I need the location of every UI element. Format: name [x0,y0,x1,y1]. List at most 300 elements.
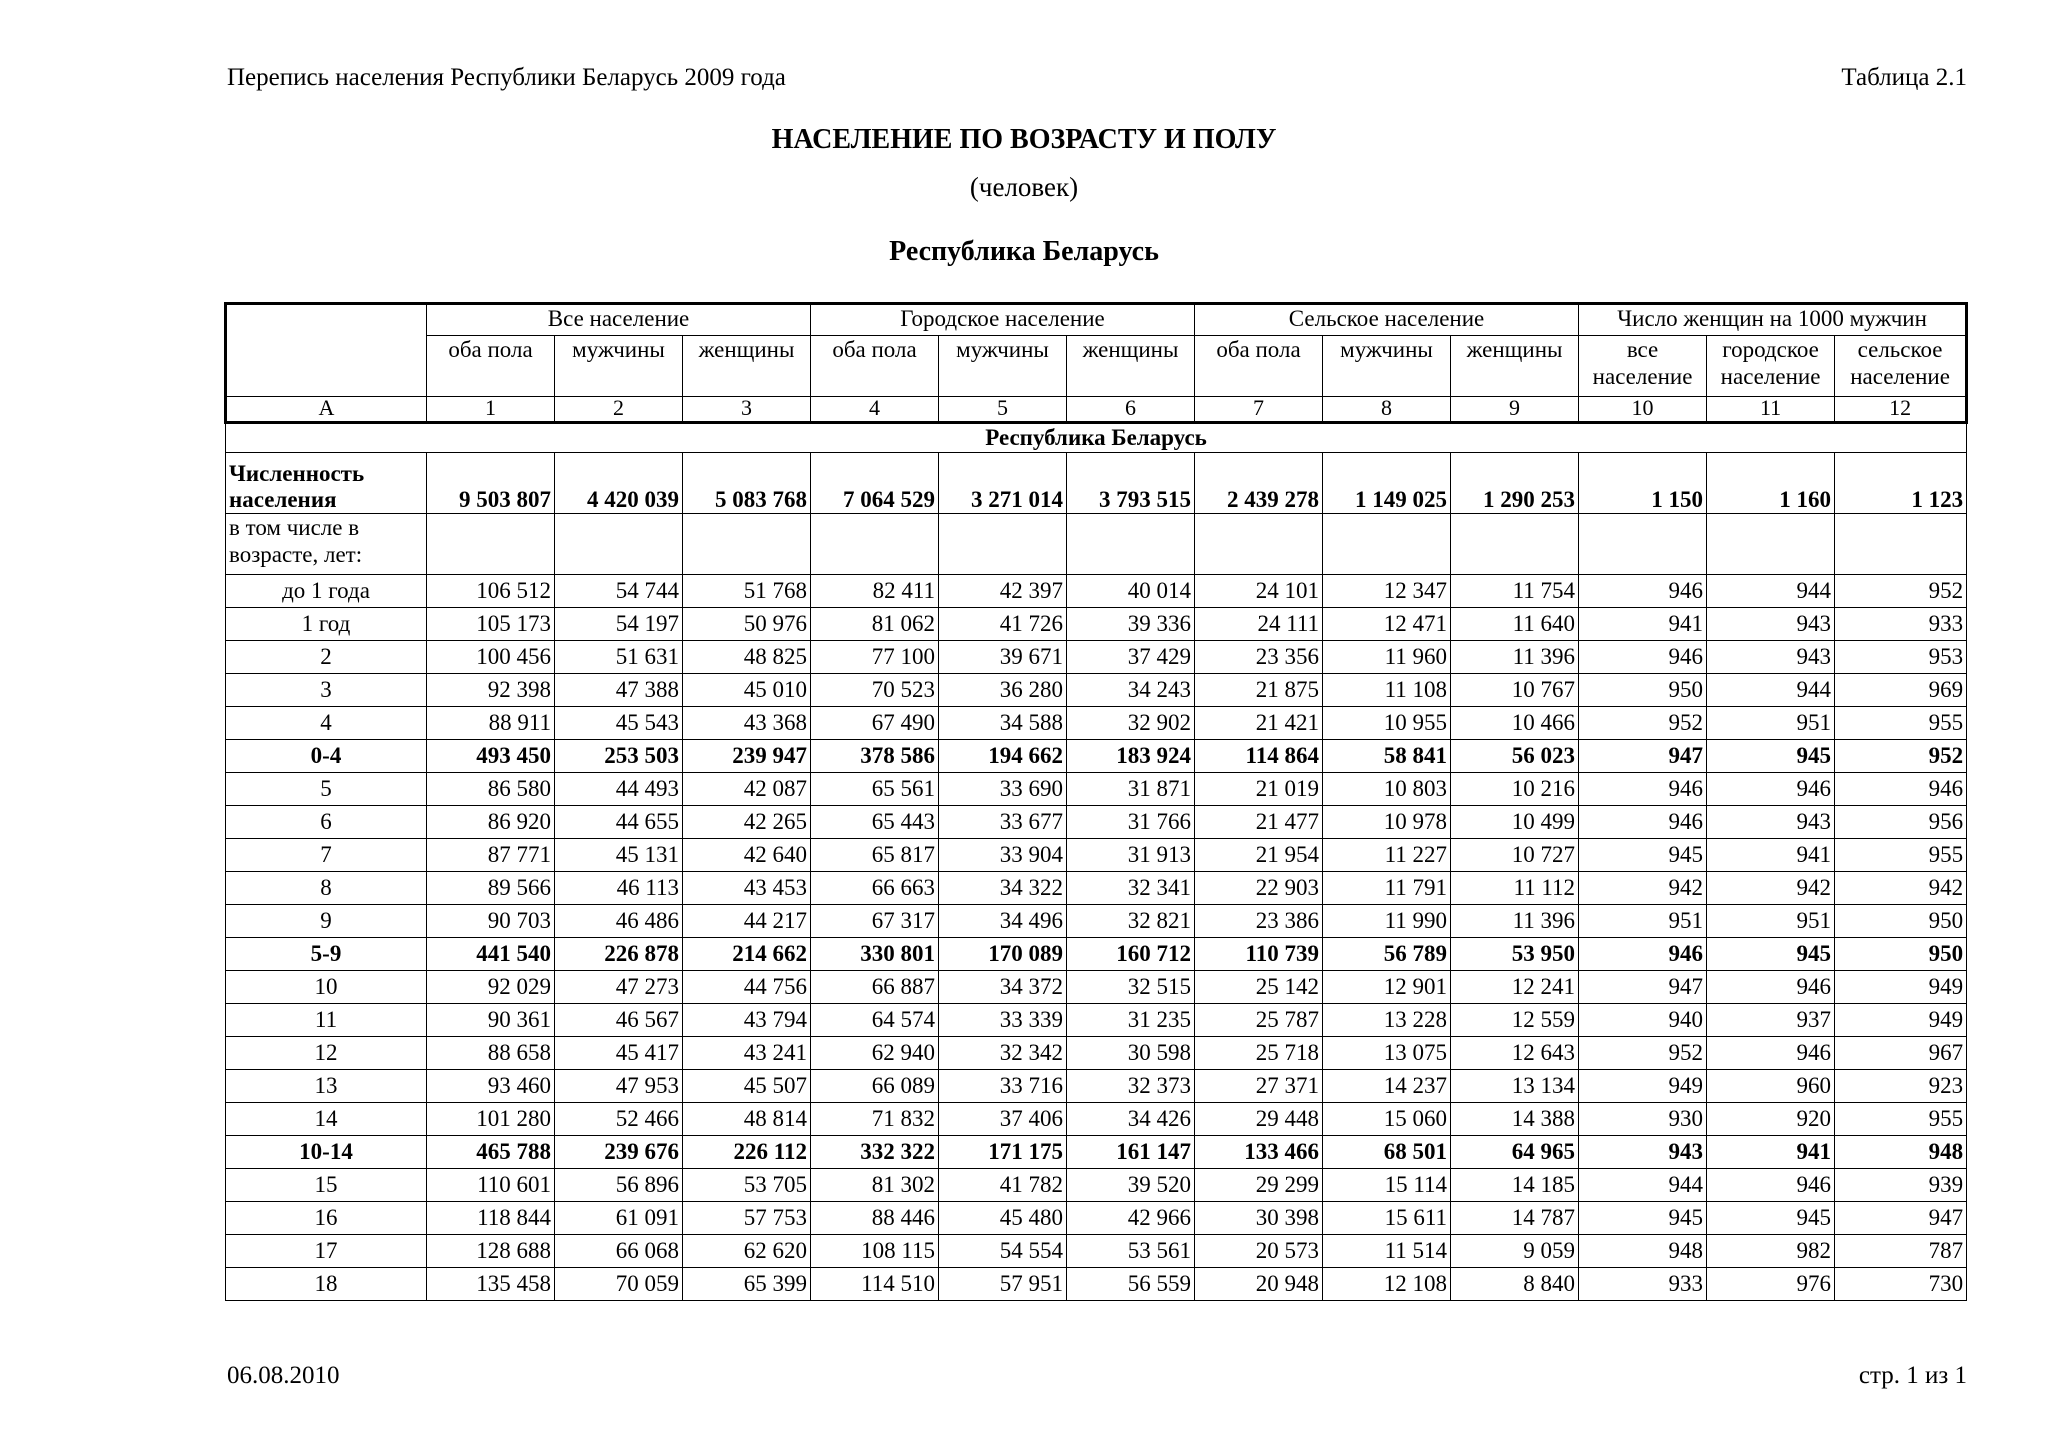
page-title: НАСЕЛЕНИЕ ПО ВОЗРАСТУ И ПОЛУ [771,124,1277,155]
value-cell: 43 453 [683,872,811,905]
value-cell: 57 753 [683,1202,811,1235]
value-cell: 43 241 [683,1037,811,1070]
total-cell: 9 503 807 [427,453,555,514]
value-cell: 65 443 [811,806,939,839]
value-cell: 942 [1579,872,1707,905]
value-cell: 56 559 [1067,1268,1195,1301]
age-label: 4 [226,707,427,740]
age-row [226,872,1967,905]
value-cell: 943 [1707,641,1835,674]
age-row [226,1070,1967,1103]
value-cell: 31 871 [1067,773,1195,806]
value-cell: 21 019 [1195,773,1323,806]
value-cell: 29 448 [1195,1103,1323,1136]
subheader-cell: мужчины [555,336,683,397]
age-label: 10 [226,971,427,1004]
value-cell: 943 [1707,806,1835,839]
age-row [226,575,1967,608]
value-cell: 226 878 [555,938,683,971]
value-cell: 11 108 [1323,674,1451,707]
value-cell: 23 356 [1195,641,1323,674]
value-cell: 33 339 [939,1004,1067,1037]
column-number: 12 [1835,397,1967,423]
value-cell: 10 767 [1451,674,1579,707]
value-cell: 10 216 [1451,773,1579,806]
value-cell: 53 561 [1067,1235,1195,1268]
value-cell: 46 567 [555,1004,683,1037]
value-cell: 44 756 [683,971,811,1004]
group-header-all: Все население [427,304,811,336]
value-cell: 42 397 [939,575,1067,608]
value-cell: 67 317 [811,905,939,938]
corner-cell [226,304,427,397]
value-cell: 952 [1835,575,1967,608]
value-cell: 949 [1579,1070,1707,1103]
column-number: А [226,397,427,423]
value-cell: 11 754 [1451,575,1579,608]
value-cell: 47 273 [555,971,683,1004]
value-cell: 87 771 [427,839,555,872]
value-cell: 45 417 [555,1037,683,1070]
age-label: 15 [226,1169,427,1202]
value-cell: 11 514 [1323,1235,1451,1268]
age-label: 8 [226,872,427,905]
total-cell: 1 150 [1579,453,1707,514]
value-cell: 943 [1579,1136,1707,1169]
value-cell: 920 [1707,1103,1835,1136]
value-cell: 58 841 [1323,740,1451,773]
value-cell: 33 677 [939,806,1067,839]
value-cell: 68 501 [1323,1136,1451,1169]
value-cell: 88 446 [811,1202,939,1235]
value-cell: 946 [1707,773,1835,806]
total-cell: 5 083 768 [683,453,811,514]
value-cell: 110 739 [1195,938,1323,971]
value-cell: 34 426 [1067,1103,1195,1136]
value-cell: 32 821 [1067,905,1195,938]
value-cell: 161 147 [1067,1136,1195,1169]
value-cell: 330 801 [811,938,939,971]
column-number: 4 [811,397,939,423]
value-cell: 465 788 [427,1136,555,1169]
value-cell: 89 566 [427,872,555,905]
value-cell: 50 976 [683,608,811,641]
value-cell: 44 655 [555,806,683,839]
value-cell: 953 [1835,641,1967,674]
value-cell: 13 228 [1323,1004,1451,1037]
value-cell: 940 [1579,1004,1707,1037]
value-cell: 23 386 [1195,905,1323,938]
value-cell: 239 947 [683,740,811,773]
age-label: 9 [226,905,427,938]
value-cell: 949 [1835,971,1967,1004]
footer-date: 06.08.2010 [227,1362,340,1389]
age-label: 13 [226,1070,427,1103]
age-row [226,1136,1967,1169]
value-cell: 945 [1707,1202,1835,1235]
value-cell: 933 [1835,608,1967,641]
value-cell: 11 227 [1323,839,1451,872]
value-cell: 25 142 [1195,971,1323,1004]
value-cell: 66 887 [811,971,939,1004]
value-cell: 110 601 [427,1169,555,1202]
value-cell: 183 924 [1067,740,1195,773]
column-number: 1 [427,397,555,423]
value-cell: 93 460 [427,1070,555,1103]
value-cell: 42 966 [1067,1202,1195,1235]
subheader-cell: городское население [1707,336,1835,397]
value-cell: 950 [1579,674,1707,707]
value-cell: 11 112 [1451,872,1579,905]
value-cell: 253 503 [555,740,683,773]
value-cell: 951 [1579,905,1707,938]
value-cell: 42 087 [683,773,811,806]
value-cell: 43 794 [683,1004,811,1037]
group-header-ratio: Число женщин на 1000 мужчин [1579,304,1967,336]
value-cell: 945 [1707,740,1835,773]
age-row [226,773,1967,806]
value-cell: 43 368 [683,707,811,740]
value-cell: 930 [1579,1103,1707,1136]
value-cell: 11 640 [1451,608,1579,641]
value-cell: 34 588 [939,707,1067,740]
table-number: Таблица 2.1 [1841,64,1967,91]
age-row [226,1103,1967,1136]
value-cell: 32 341 [1067,872,1195,905]
value-cell: 33 716 [939,1070,1067,1103]
value-cell: 14 388 [1451,1103,1579,1136]
age-label: до 1 года [226,575,427,608]
value-cell: 88 658 [427,1037,555,1070]
value-cell: 12 901 [1323,971,1451,1004]
age-row [226,839,1967,872]
value-cell: 86 580 [427,773,555,806]
total-cell: 1 149 025 [1323,453,1451,514]
subheader-cell: мужчины [939,336,1067,397]
value-cell: 969 [1835,674,1967,707]
value-cell: 36 280 [939,674,1067,707]
subheader-cell: оба пола [811,336,939,397]
value-cell: 955 [1835,707,1967,740]
age-label: 17 [226,1235,427,1268]
value-cell: 332 322 [811,1136,939,1169]
subheader-cell: оба пола [1195,336,1323,397]
population-table [224,302,1967,1301]
value-cell: 45 507 [683,1070,811,1103]
value-cell: 14 185 [1451,1169,1579,1202]
value-cell: 37 429 [1067,641,1195,674]
value-cell: 57 951 [939,1268,1067,1301]
value-cell: 34 322 [939,872,1067,905]
value-cell: 40 014 [1067,575,1195,608]
value-cell: 66 663 [811,872,939,905]
value-cell: 943 [1707,608,1835,641]
value-cell: 946 [1579,773,1707,806]
value-cell: 44 493 [555,773,683,806]
value-cell: 947 [1835,1202,1967,1235]
age-row [226,971,1967,1004]
value-cell: 53 950 [1451,938,1579,971]
value-cell: 946 [1579,575,1707,608]
value-cell: 160 712 [1067,938,1195,971]
including-row [226,514,1967,575]
subheader-cell: женщины [683,336,811,397]
total-cell: 1 160 [1707,453,1835,514]
value-cell: 106 512 [427,575,555,608]
value-cell: 239 676 [555,1136,683,1169]
value-cell: 33 690 [939,773,1067,806]
value-cell: 21 477 [1195,806,1323,839]
value-cell: 92 398 [427,674,555,707]
value-cell: 21 875 [1195,674,1323,707]
value-cell: 441 540 [427,938,555,971]
value-cell: 950 [1835,938,1967,971]
value-cell: 941 [1579,608,1707,641]
value-cell: 41 782 [939,1169,1067,1202]
value-cell: 25 787 [1195,1004,1323,1037]
value-cell: 133 466 [1195,1136,1323,1169]
age-row [226,608,1967,641]
value-cell: 62 940 [811,1037,939,1070]
value-cell: 950 [1835,905,1967,938]
value-cell: 942 [1835,872,1967,905]
total-cell: 3 793 515 [1067,453,1195,514]
section-title: Республика Беларусь [226,423,1967,453]
value-cell: 67 490 [811,707,939,740]
value-cell: 81 062 [811,608,939,641]
region-title: Республика Беларусь [889,236,1159,267]
total-cell: 7 064 529 [811,453,939,514]
value-cell: 46 486 [555,905,683,938]
value-cell: 945 [1579,1202,1707,1235]
age-row [226,1268,1967,1301]
value-cell: 42 640 [683,839,811,872]
value-cell: 946 [1579,938,1707,971]
age-label: 5 [226,773,427,806]
value-cell: 90 361 [427,1004,555,1037]
value-cell: 41 726 [939,608,1067,641]
value-cell: 66 089 [811,1070,939,1103]
value-cell: 64 965 [1451,1136,1579,1169]
value-cell: 32 902 [1067,707,1195,740]
value-cell: 21 421 [1195,707,1323,740]
value-cell: 81 302 [811,1169,939,1202]
value-cell: 11 990 [1323,905,1451,938]
group-header-urban: Городское население [811,304,1195,336]
value-cell: 947 [1579,740,1707,773]
value-cell: 946 [1835,773,1967,806]
value-cell: 32 342 [939,1037,1067,1070]
value-cell: 64 574 [811,1004,939,1037]
value-cell: 88 911 [427,707,555,740]
value-cell: 66 068 [555,1235,683,1268]
value-cell: 45 543 [555,707,683,740]
total-row [226,453,1967,514]
value-cell: 960 [1707,1070,1835,1103]
value-cell: 25 718 [1195,1037,1323,1070]
value-cell: 54 197 [555,608,683,641]
value-cell: 949 [1835,1004,1967,1037]
value-cell: 976 [1707,1268,1835,1301]
value-cell: 956 [1835,806,1967,839]
value-cell: 942 [1707,872,1835,905]
value-cell: 226 112 [683,1136,811,1169]
value-cell: 14 237 [1323,1070,1451,1103]
value-cell: 56 789 [1323,938,1451,971]
value-cell: 171 175 [939,1136,1067,1169]
value-cell: 194 662 [939,740,1067,773]
value-cell: 37 406 [939,1103,1067,1136]
value-cell: 65 817 [811,839,939,872]
value-cell: 34 243 [1067,674,1195,707]
value-cell: 32 373 [1067,1070,1195,1103]
value-cell: 39 671 [939,641,1067,674]
total-cell: 1 290 253 [1451,453,1579,514]
value-cell: 493 450 [427,740,555,773]
value-cell: 105 173 [427,608,555,641]
value-cell: 62 620 [683,1235,811,1268]
value-cell: 135 458 [427,1268,555,1301]
subheader-cell: сельское население [1835,336,1967,397]
subheader-cell: мужчины [1323,336,1451,397]
value-cell: 967 [1835,1037,1967,1070]
value-cell: 48 825 [683,641,811,674]
value-cell: 11 960 [1323,641,1451,674]
value-cell: 33 904 [939,839,1067,872]
value-cell: 12 347 [1323,575,1451,608]
footer-page: стр. 1 из 1 [1858,1362,1967,1389]
age-label: 16 [226,1202,427,1235]
value-cell: 86 920 [427,806,555,839]
value-cell: 951 [1707,905,1835,938]
value-cell: 51 631 [555,641,683,674]
value-cell: 46 113 [555,872,683,905]
age-row [226,938,1967,971]
value-cell: 923 [1835,1070,1967,1103]
value-cell: 47 388 [555,674,683,707]
value-cell: 15 060 [1323,1103,1451,1136]
column-number: 5 [939,397,1067,423]
value-cell: 12 471 [1323,608,1451,641]
value-cell: 945 [1579,839,1707,872]
total-cell: 3 271 014 [939,453,1067,514]
total-cell: 2 439 278 [1195,453,1323,514]
value-cell: 946 [1579,806,1707,839]
value-cell: 114 864 [1195,740,1323,773]
value-cell: 56 896 [555,1169,683,1202]
value-cell: 939 [1835,1169,1967,1202]
value-cell: 82 411 [811,575,939,608]
including-label: в том числе в возрасте, лет: [226,514,427,575]
value-cell: 944 [1579,1169,1707,1202]
value-cell: 14 787 [1451,1202,1579,1235]
age-row [226,1235,1967,1268]
age-row [226,1202,1967,1235]
age-row [226,674,1967,707]
value-cell: 65 561 [811,773,939,806]
value-cell: 11 396 [1451,905,1579,938]
age-label: 6 [226,806,427,839]
value-cell: 378 586 [811,740,939,773]
group-header-rural: Сельское население [1195,304,1579,336]
value-cell: 944 [1707,575,1835,608]
column-number: 3 [683,397,811,423]
value-cell: 947 [1579,971,1707,1004]
unit-label: (человек) [969,172,1079,202]
value-cell: 65 399 [683,1268,811,1301]
value-cell: 952 [1579,707,1707,740]
age-label: 5-9 [226,938,427,971]
value-cell: 170 089 [939,938,1067,971]
value-cell: 39 520 [1067,1169,1195,1202]
value-cell: 31 235 [1067,1004,1195,1037]
value-cell: 45 480 [939,1202,1067,1235]
total-label: Численность населения [226,453,427,514]
value-cell: 21 954 [1195,839,1323,872]
value-cell: 13 134 [1451,1070,1579,1103]
value-cell: 92 029 [427,971,555,1004]
age-row [226,707,1967,740]
value-cell: 34 372 [939,971,1067,1004]
value-cell: 47 953 [555,1070,683,1103]
value-cell: 61 091 [555,1202,683,1235]
value-cell: 45 131 [555,839,683,872]
age-label: 18 [226,1268,427,1301]
value-cell: 24 111 [1195,608,1323,641]
value-cell: 10 955 [1323,707,1451,740]
column-number: 10 [1579,397,1707,423]
age-row [226,1004,1967,1037]
value-cell: 53 705 [683,1169,811,1202]
total-cell: 4 420 039 [555,453,683,514]
value-cell: 12 241 [1451,971,1579,1004]
value-cell: 30 398 [1195,1202,1323,1235]
value-cell: 12 559 [1451,1004,1579,1037]
value-cell: 10 727 [1451,839,1579,872]
value-cell: 45 010 [683,674,811,707]
value-cell: 933 [1579,1268,1707,1301]
value-cell: 101 280 [427,1103,555,1136]
value-cell: 10 499 [1451,806,1579,839]
value-cell: 24 101 [1195,575,1323,608]
value-cell: 946 [1707,971,1835,1004]
value-cell: 20 948 [1195,1268,1323,1301]
value-cell: 944 [1707,674,1835,707]
age-label: 14 [226,1103,427,1136]
value-cell: 27 371 [1195,1070,1323,1103]
value-cell: 29 299 [1195,1169,1323,1202]
value-cell: 39 336 [1067,608,1195,641]
value-cell: 946 [1707,1037,1835,1070]
value-cell: 128 688 [427,1235,555,1268]
value-cell: 945 [1707,938,1835,971]
value-cell: 946 [1707,1169,1835,1202]
value-cell: 54 554 [939,1235,1067,1268]
subheader-cell: женщины [1067,336,1195,397]
value-cell: 54 744 [555,575,683,608]
column-number: 9 [1451,397,1579,423]
subheader-cell: оба пола [427,336,555,397]
age-row [226,806,1967,839]
total-cell: 1 123 [1835,453,1967,514]
value-cell: 77 100 [811,641,939,674]
value-cell: 948 [1835,1136,1967,1169]
value-cell: 44 217 [683,905,811,938]
value-cell: 10 978 [1323,806,1451,839]
column-number: 7 [1195,397,1323,423]
value-cell: 952 [1579,1037,1707,1070]
value-cell: 108 115 [811,1235,939,1268]
